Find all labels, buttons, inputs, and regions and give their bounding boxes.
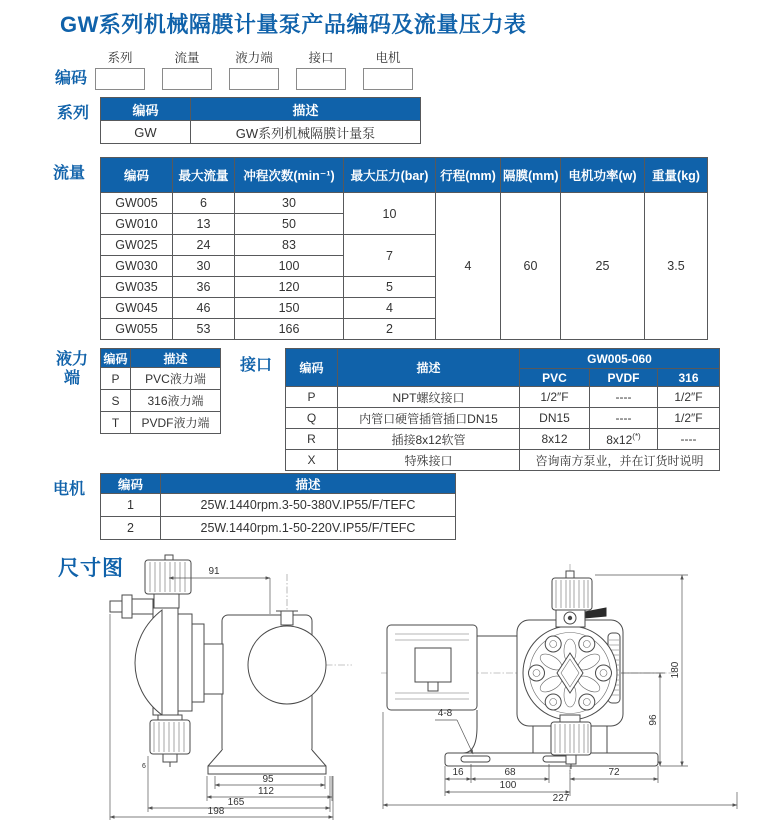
pump-front-view [381, 564, 675, 774]
cell: S [101, 390, 131, 412]
table-row [101, 494, 456, 517]
cell: 5 [344, 277, 436, 298]
cell: 咨询南方泵业，并在订货时说明 [520, 450, 720, 471]
coding-field-hydraulic [229, 48, 279, 90]
cell: GW系列机械隔膜计量泵 [191, 121, 421, 144]
coding-field-box [162, 68, 212, 90]
table-row [101, 121, 421, 144]
coding-field-motor [363, 48, 413, 90]
coding-field-series [95, 48, 145, 90]
motor-table [100, 473, 456, 540]
cell: T [101, 412, 131, 434]
table-header-row [101, 158, 708, 193]
dim-label-165: 165 [227, 797, 245, 808]
dim-label-100: 100 [499, 780, 517, 791]
cell: DN15 [520, 408, 590, 429]
table-row [101, 517, 456, 540]
cell: GW045 [101, 298, 173, 319]
coding-field-label: 电机 [375, 51, 401, 65]
cell: 1/2″F [658, 408, 720, 429]
table-row [101, 412, 221, 434]
cell: PVC液力端 [131, 368, 221, 390]
flow-table [100, 157, 708, 340]
cell: 150 [235, 298, 344, 319]
dim-label-91: 91 [208, 566, 220, 577]
table-header-row [101, 349, 221, 368]
cell: 60 [501, 193, 561, 340]
cell: GW [101, 121, 191, 144]
table-row [286, 387, 720, 408]
hydraulic-table [100, 348, 221, 434]
dim-label-180: 180 [670, 661, 681, 679]
cell: 插接8x12软管 [338, 429, 520, 450]
header-cell: PVC [520, 369, 590, 387]
coding-field-interface [296, 48, 346, 90]
dim-label-198: 198 [207, 806, 225, 817]
dim-label-227: 227 [552, 793, 570, 804]
interface-table [285, 348, 720, 471]
coding-field-label: 流量 [174, 51, 200, 65]
cell: 1/2″F [658, 387, 720, 408]
cell: 6 [173, 193, 235, 214]
cell: GW055 [101, 319, 173, 340]
footnote-marker: (*) [632, 431, 641, 441]
dim-label-4-8: 4-8 [437, 708, 453, 719]
cell: 166 [235, 319, 344, 340]
cell: 特殊接口 [338, 450, 520, 471]
cell: 4 [344, 298, 436, 319]
table-header-row [286, 349, 720, 369]
table-row [101, 193, 708, 214]
cell: 内管口硬管插管插口DN15 [338, 408, 520, 429]
coding-field-box [363, 68, 413, 90]
coding-label: 编码 [55, 70, 88, 87]
interface-label: 接口 [240, 357, 273, 374]
cell: 30 [235, 193, 344, 214]
header-cell: 电机功率(w) [561, 158, 645, 193]
dim-label-68: 68 [504, 767, 516, 778]
coding-fields [95, 48, 413, 90]
coding-field-box [229, 68, 279, 90]
cell: 25 [561, 193, 645, 340]
cell: GW025 [101, 235, 173, 256]
cell: 1/2″F [520, 387, 590, 408]
cell: 24 [173, 235, 235, 256]
motor-label: 电机 [53, 481, 86, 498]
header-cell: 编码 [101, 158, 173, 193]
dim-label-96: 96 [648, 714, 659, 726]
cell: PVDF液力端 [131, 412, 221, 434]
header-cell: 编码 [101, 349, 131, 368]
cell: 316液力端 [131, 390, 221, 412]
coding-field-flow [162, 48, 212, 90]
dim-label-6: 6 [142, 763, 146, 770]
cell: 10 [344, 193, 436, 235]
cell: R [286, 429, 338, 450]
cell: 36 [173, 277, 235, 298]
table-header-row [101, 474, 456, 494]
coding-field-label: 接口 [308, 51, 334, 65]
header-cell: 描述 [161, 474, 456, 494]
dim-label-72: 72 [608, 767, 620, 778]
pump-side-view [110, 555, 352, 774]
table-row [101, 390, 221, 412]
cell: 46 [173, 298, 235, 319]
cell: 1 [101, 494, 161, 517]
cell: ---- [590, 408, 658, 429]
cell: 3.5 [645, 193, 708, 340]
header-cell: 描述 [131, 349, 221, 368]
cell: ---- [590, 387, 658, 408]
cell: P [286, 387, 338, 408]
cell: 4 [436, 193, 501, 340]
cell: 25W.1440rpm.3-50-380V.IP55/F/TEFC [161, 494, 456, 517]
cell: 8x12 [520, 429, 590, 450]
dimension-drawing-front-view [375, 552, 760, 818]
header-cell: 316 [658, 369, 720, 387]
hydraulic-label: 液力端 [55, 351, 88, 388]
cell: Q [286, 408, 338, 429]
header-cell: 描述 [338, 349, 520, 387]
cell: 7 [344, 235, 436, 277]
cell: P [101, 368, 131, 390]
dim-label-95: 95 [262, 774, 274, 785]
table-row [286, 450, 720, 471]
cell: 50 [235, 214, 344, 235]
dimension-drawing-side-view [100, 554, 392, 821]
cell: GW035 [101, 277, 173, 298]
table-row [286, 408, 720, 429]
cell-text: 8x12 [606, 432, 633, 447]
cell: 13 [173, 214, 235, 235]
cell: 25W.1440rpm.1-50-220V.IP55/F/TEFC [161, 517, 456, 540]
header-cell: PVDF [590, 369, 658, 387]
header-cell: 冲程次数(min⁻¹) [235, 158, 344, 193]
coding-field-label: 液力端 [235, 51, 273, 65]
dimensions-title: 尺寸图 [58, 557, 124, 580]
header-cell: 隔膜(mm) [501, 158, 561, 193]
cell: GW010 [101, 214, 173, 235]
cell [590, 429, 658, 450]
header-cell: GW005-060 [520, 349, 720, 369]
cell: NPT螺纹接口 [338, 387, 520, 408]
header-cell: 重量(kg) [645, 158, 708, 193]
cell: 30 [173, 256, 235, 277]
cell: 2 [101, 517, 161, 540]
cell: GW030 [101, 256, 173, 277]
cell: GW005 [101, 193, 173, 214]
table-row [286, 429, 720, 450]
cell: X [286, 450, 338, 471]
table-header-row [101, 98, 421, 121]
coding-field-box [95, 68, 145, 90]
cell: 83 [235, 235, 344, 256]
dim-label-16: 16 [452, 767, 464, 778]
header-cell: 编码 [101, 474, 161, 494]
header-cell: 行程(mm) [436, 158, 501, 193]
series-table [100, 97, 421, 144]
coding-field-label: 系列 [107, 51, 133, 65]
flow-label: 流量 [53, 165, 86, 182]
coding-field-box [296, 68, 346, 90]
coding-section [55, 48, 413, 90]
table-row [101, 368, 221, 390]
series-label: 系列 [57, 105, 90, 122]
cell: 120 [235, 277, 344, 298]
cell: 100 [235, 256, 344, 277]
page-title: GW系列机械隔膜计量泵产品编码及流量压力表 [60, 12, 527, 37]
cell: 2 [344, 319, 436, 340]
header-cell: 描述 [191, 98, 421, 121]
header-cell: 编码 [286, 349, 338, 387]
header-cell: 最大流量 [173, 158, 235, 193]
header-cell: 最大压力(bar) [344, 158, 436, 193]
cell: 53 [173, 319, 235, 340]
cell: ---- [658, 429, 720, 450]
header-cell: 编码 [101, 98, 191, 121]
dim-label-112: 112 [258, 786, 274, 797]
